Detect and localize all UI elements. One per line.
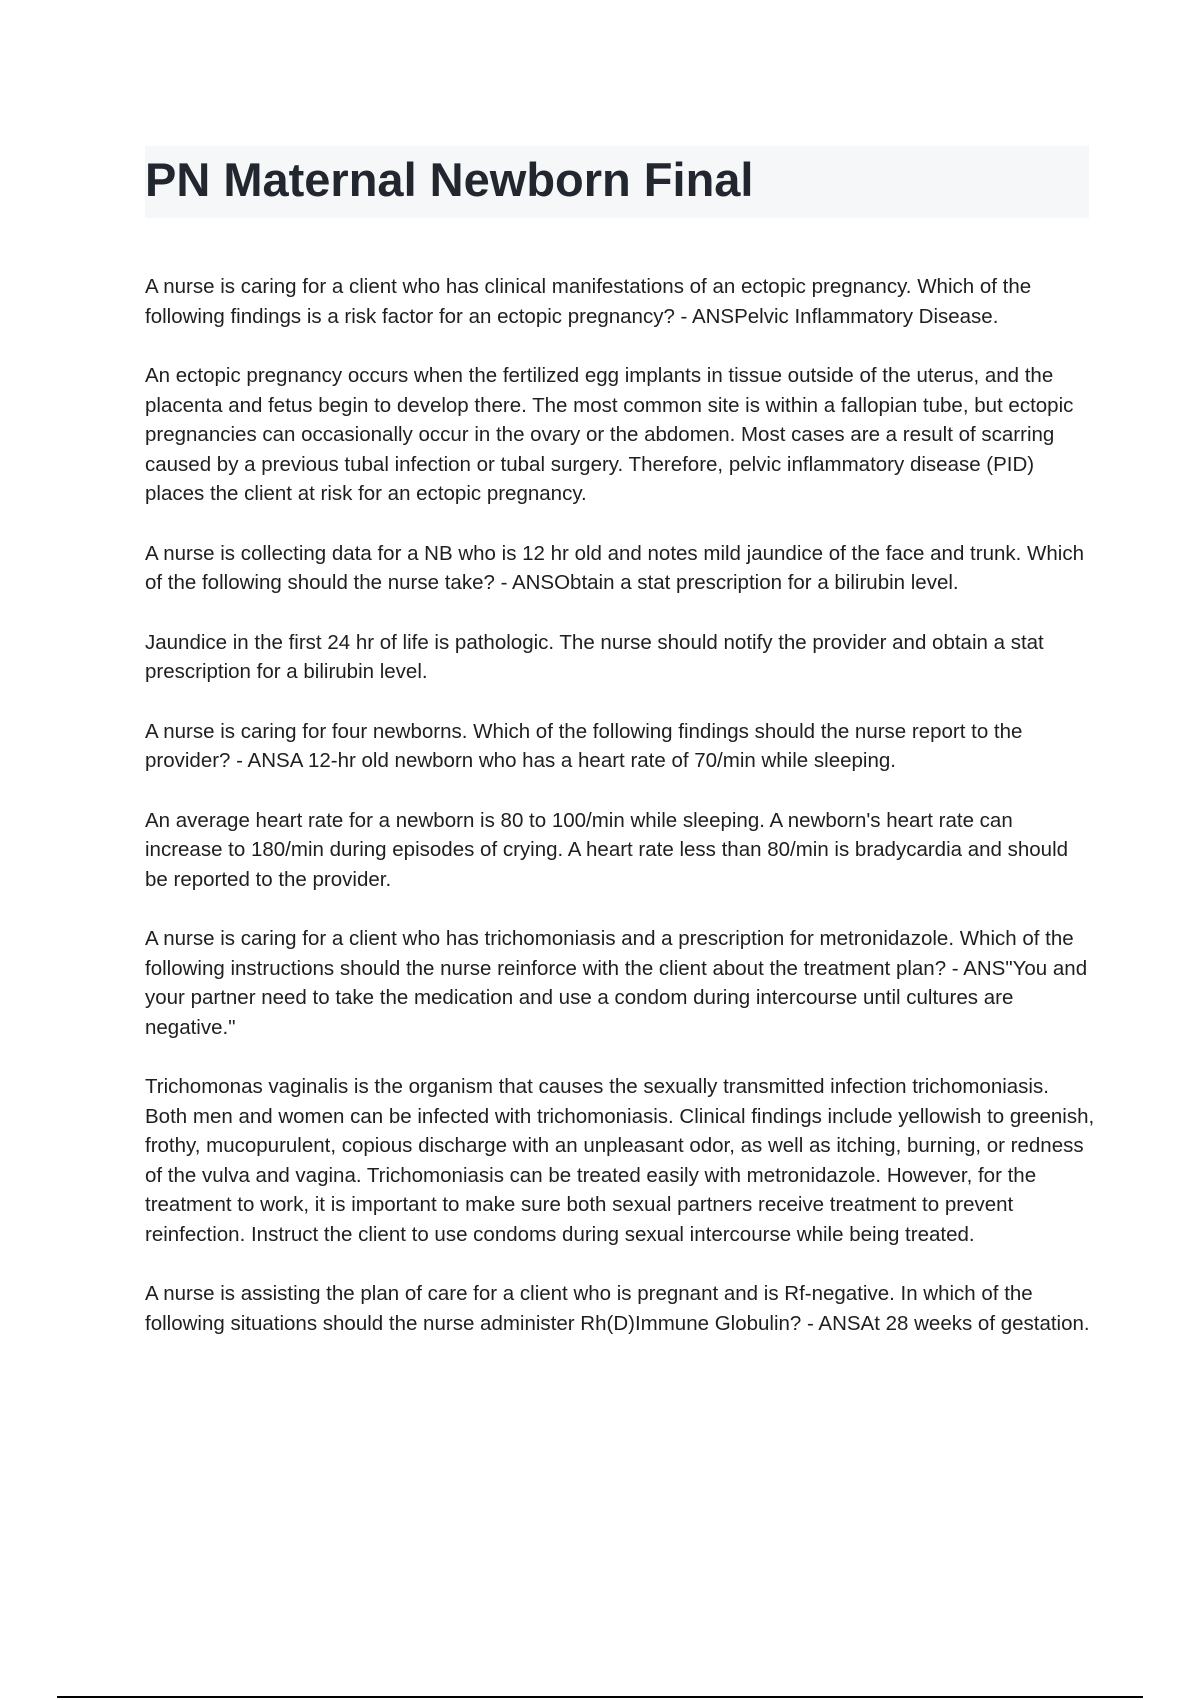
rationale-ectopic: An ectopic pregnancy occurs when the fertilized egg implants in tissue outside of the uterus, and the placenta and fetus begin to develop there. The most common site is within a fallopian tube, but ectopic pregnancies can occasionally occur in the ovary or the abdomen. Most cases are a result of scarring caused by a previous tubal infection or tubal surgery. Therefore, pelvic inflammatory disease (PID) places the client at risk for an ectopic pregnancy. — [145, 364, 1074, 505]
document-body — [145, 272, 1095, 1368]
question-heart-rate: A nurse is caring for four newborns. Which of the following findings should the nurse report to the provider? - ANSA 12-hr old newborn who has a heart rate of 70/min while sleeping. — [145, 719, 1023, 772]
question-ectopic-risk: A nurse is caring for a client who has clinical manifestations of an ectopic pregnancy. Which of the following findings is a risk factor for an ectopic pregnancy? - ANSPelvic Inflammatory Disease. — [145, 275, 1032, 328]
question-trichomoniasis: A nurse is caring for a client who has trichomoniasis and a prescription for metronidazole. Which of the following instructions should the nurse reinforce with the client about the treatment plan? - ANS"You and your partner need to take the medication and use a condom during intercourse until cultures are negative." — [145, 927, 1088, 1039]
page-title: PN Maternal Newborn Final — [145, 153, 754, 206]
footer-divider — [57, 1696, 1143, 1698]
rationale-jaundice: Jaundice in the first 24 hr of life is pathologic. The nurse should notify the provider and obtain a stat prescription for a bilirubin level. — [145, 630, 1044, 683]
title-band — [145, 146, 1089, 218]
question-jaundice: A nurse is collecting data for a NB who is 12 hr old and notes mild jaundice of the face and trunk. Which of the following should the nurse take? - ANSObtain a stat prescription for a bilirubin level. — [145, 541, 1084, 594]
rationale-trichomoniasis: Trichomonas vaginalis is the organism that causes the sexually transmitted infection trichomoniasis. Both men and women can be infected with trichomoniasis. Clinical findings include yellowish to greenish, frothy, mucopurulent, copious discharge with an unpleasant odor, as well as itching, burning, or redness of the vulva and vagina. Trichomoniasis can be treated easily with metronidazole. However, for the treatment to work, it is important to make sure both sexual partners receive treatment to prevent reinfection. Instruct the client to use condoms during sexual intercourse while being treated. — [145, 1075, 1095, 1246]
question-rh-immune-globulin: A nurse is assisting the plan of care for a client who is pregnant and is Rf-negative. In which of the following situations should the nurse administer Rh(D)Immune Globulin? - ANSAt 28 weeks of gestation. — [145, 1282, 1090, 1335]
rationale-heart-rate: An average heart rate for a newborn is 80 to 100/min while sleeping. A newborn's heart rate can increase to 180/min during episodes of crying. A heart rate less than 80/min is bradycardia and should be reported to the provider. — [145, 808, 1069, 891]
